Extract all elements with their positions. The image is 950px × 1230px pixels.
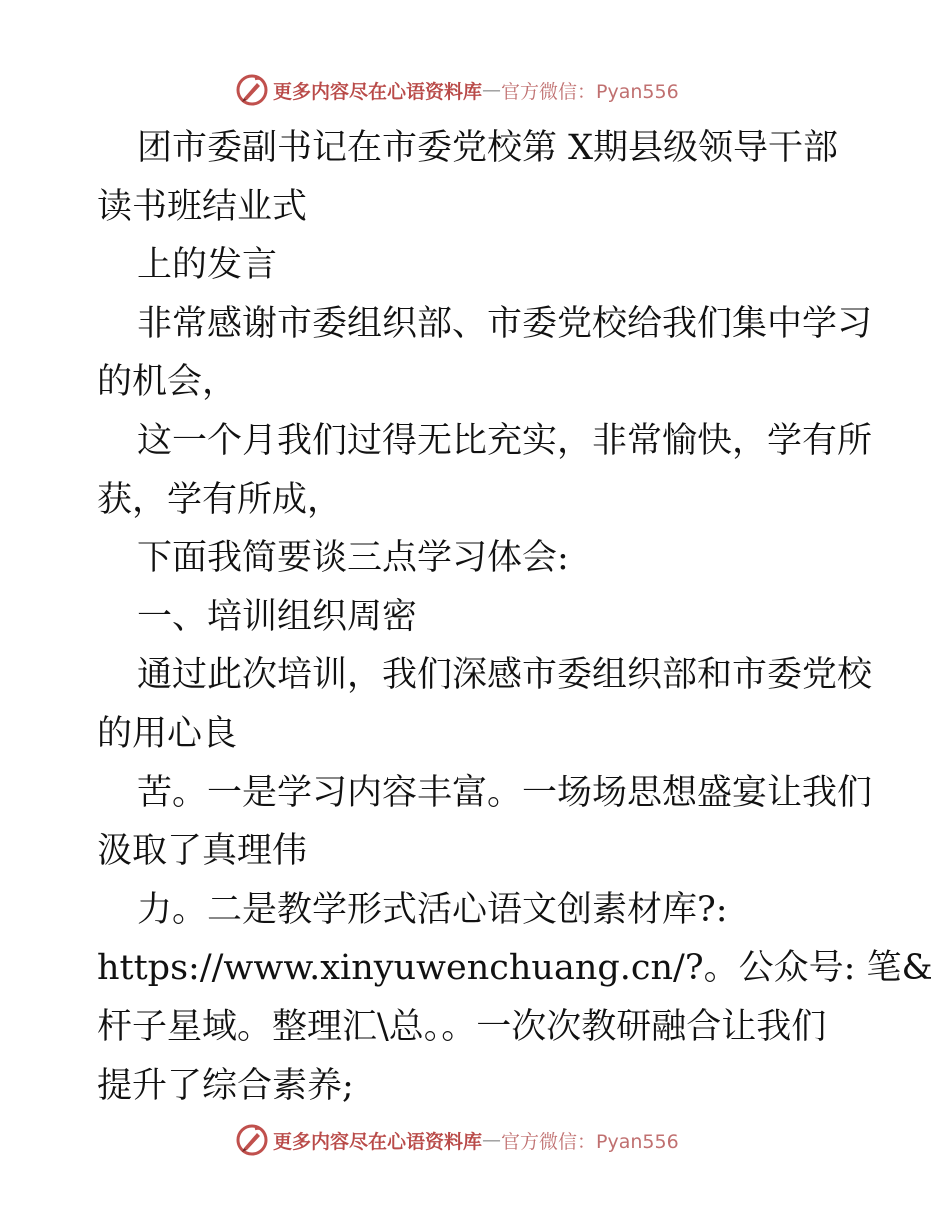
pen-logo-icon (235, 1123, 269, 1157)
text-line: 下面我简要谈三点学习体会: (137, 538, 569, 579)
text-line: 通过此次培训，我们深感市委组织部和市委党校 (137, 655, 873, 696)
watermark-main-text: 更多内容尽在心语资料库 (273, 1130, 483, 1153)
watermark-header (235, 72, 679, 108)
text-line: 杆子星域。整理汇\总。。一次次教研融合让我们 (97, 1006, 827, 1047)
watermark-wechat-text: 官方微信：Pyan556 (501, 80, 679, 103)
watermark-wechat-text: 官方微信：Pyan556 (501, 1130, 679, 1153)
text-line: 团市委副书记在市委党校第 X期县级领导干部 (137, 128, 839, 168)
watermark-footer (235, 1122, 679, 1158)
text-line: 一、培训组织周密 (137, 596, 418, 637)
pen-logo-icon (235, 73, 269, 107)
text-line: 获，学有所成， (97, 479, 343, 520)
text-line: 上的发言 (137, 245, 278, 286)
text-line: 非常感谢市委组织部、市委党校给我们集中学习 (137, 303, 873, 344)
watermark-main-text: 更多内容尽在心语资料库 (273, 80, 483, 103)
text-line: 汲取了真理伟 (97, 831, 308, 872)
watermark-dash: — (482, 79, 502, 101)
text-line: 的机会， (97, 362, 238, 403)
watermark-dash: — (482, 1129, 502, 1151)
document-body (97, 119, 933, 1115)
text-line: 读书班结业式 (97, 186, 308, 227)
text-line: 苦。一是学习内容丰富。一场场思想盛宴让我们 (137, 772, 873, 813)
text-line: 的用心良 (97, 713, 238, 754)
text-line: https://www.xinyuwenchuang.cn/?。公众号: 笔& (97, 948, 933, 989)
text-line: 力。二是教学形式活心语文创素材库?: (137, 889, 728, 930)
text-line: 提升了综合素养; (97, 1065, 354, 1106)
text-line: 这一个月我们过得无比充实，非常愉快，学有所 (137, 420, 873, 461)
